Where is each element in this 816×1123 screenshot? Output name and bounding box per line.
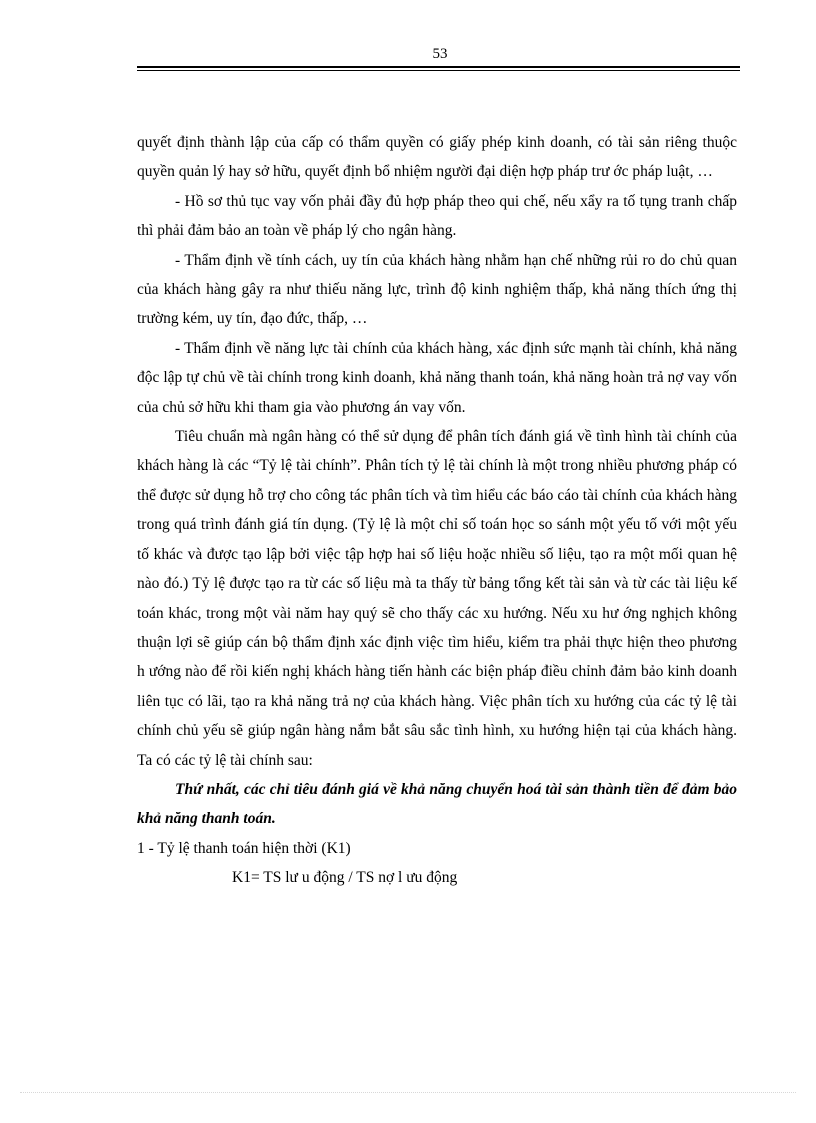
page-number: 53 <box>432 46 448 62</box>
paragraph-financial-ratios: Tiêu chuẩn mà ngân hàng có thể sử dụng để phân tích đánh giá về tình hình tài chính của khách hàng là các “Tỷ lệ tài chính”. Phân tích tỷ lệ tài chính là một trong nhiều phương pháp có thể được sử dụng hỗ trợ cho công tác phân tích và tìm hiểu các báo cáo tài chính của khách hàng trong quá trình đánh giá tín dụng. (Tỷ lệ là một chỉ số toán học so sánh một yếu tố với một yếu tố khác và được tạo lập bởi việc tập hợp hai số liệu hoặc nhiều số liệu, tạo ra một mối quan hệ nào đó.) Tỷ lệ được tạo ra từ các số liệu mà ta thấy từ bảng tổng kết tài sản và từ các tài liệu kế toán khác, trong một vài năm hay quý sẽ cho thấy các xu hướng. Nếu xu hư ớng nghịch không thuận lợi sẽ giúp cán bộ thẩm định xác định việc tìm hiểu, kiểm tra phải thực hiện theo phương h ướng nào để rồi kiến nghị khách hàng tiến hành các biện pháp điều chỉnh đảm bảo kinh doanh liên tục có lãi, tạo ra khả năng trả nợ của khách hàng. Việc phân tích xu hướng của các tỷ lệ tài chính chủ yếu sẽ giúp ngân hàng nắm bắt sâu sắc tình hình, xu hướng hiện tại của khách hàng. Ta có các tỷ lệ tài chính sau: <box>137 428 737 769</box>
list-item-current-ratio: 1 - Tỷ lệ thanh toán hiện thời (K1) <box>137 839 351 857</box>
paragraph-continuation: quyết định thành lập của cấp có thẩm quyền có giấy phép kinh doanh, có tài sản riêng thuộc quyền quản lý hay sở hữu, quyết định bổ nhiệm người đại diện hợp pháp trư ớc pháp luật, … <box>137 134 737 181</box>
formula-k1: K1= TS lư u động / TS nợ l ưu động <box>232 869 458 887</box>
paragraph-character-appraisal: - Thẩm định về tính cách, uy tín của khách hàng nhằm hạn chế những rủi ro do chủ quan của khách hàng gây ra như thiếu năng lực, trình độ kinh nghiệm thấp, khả năng thích ứng thị trường kém, uy tín, đạo đức, thấp, … <box>137 251 737 328</box>
header-rule-thin <box>137 70 740 71</box>
document-body <box>137 128 737 893</box>
paragraph-loan-documents: - Hồ sơ thủ tục vay vốn phải đầy đủ hợp pháp theo qui chế, nếu xẩy ra tố tụng tranh chấp thì phải đảm bảo an toàn về pháp lý cho ngân hàng. <box>137 192 737 240</box>
section-heading: Thứ nhất, các chỉ tiêu đánh giá về khả năng chuyển hoá tài sản thành tiền để đảm bảo khả năng thanh toán. <box>137 780 737 828</box>
paragraph-financial-capacity: - Thẩm định về năng lực tài chính của khách hàng, xác định sức mạnh tài chính, khả năng độc lập tự chủ về tài chính trong kinh doanh, khả năng thanh toán, khả năng hoàn trả nợ vay vốn của chủ sở hữu khi tham gia vào phương án vay vốn. <box>137 339 737 416</box>
page-bottom-divider <box>20 1092 796 1093</box>
header-rule-thick <box>137 66 740 68</box>
